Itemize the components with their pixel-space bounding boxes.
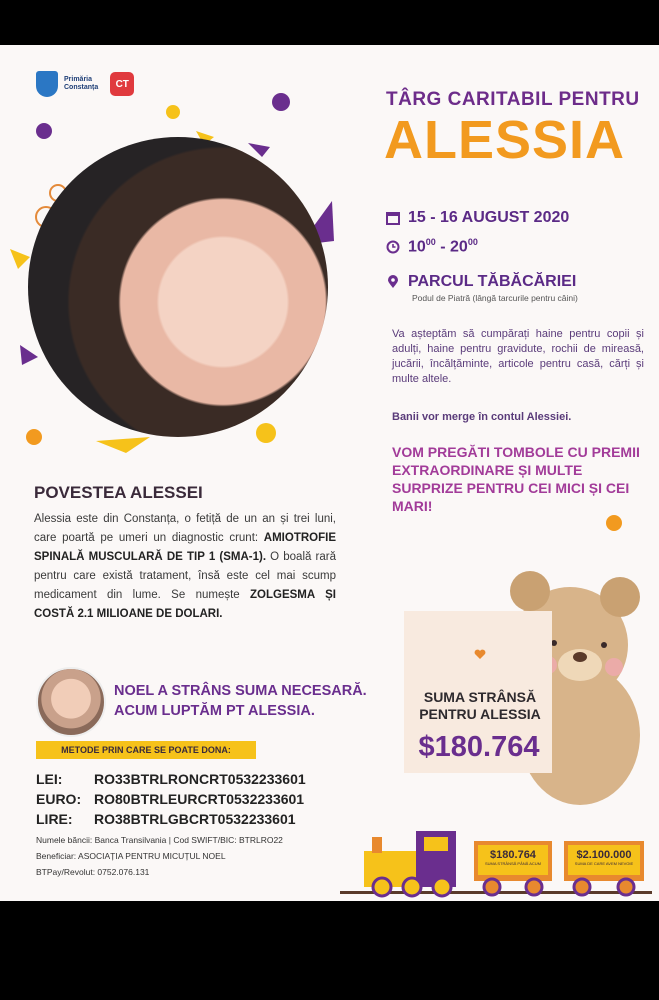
clock-icon: [386, 240, 400, 254]
noel-line1: NOEL A STRÂNS SUMA NECESARĂ.: [114, 683, 367, 699]
sum-value: $180.764: [418, 731, 540, 763]
btpay-info: BTPay/Revolut: 0752.076.131: [36, 867, 150, 877]
wagon1-value: $180.764: [490, 849, 536, 861]
story-p1: Alessia este din Constanța, o fetiță de un an și trei luni, care poartă pe umeri un diagnostic crunt:: [34, 513, 336, 544]
account-label: EURO:: [36, 791, 82, 807]
constanta-crest-icon: [36, 71, 58, 97]
time-start-sup: 00: [425, 237, 436, 247]
event-date: [386, 209, 569, 227]
story-bold1: AMIOTROFIE SPINALĂ MUSCULARĂ DE TIP 1 (SMA-1).: [34, 532, 336, 563]
donation-methods-label: METODE PRIN CARE SE POATE DONA:: [36, 741, 256, 759]
bank-info: Numele băncii: Banca Transilvania | Cod SWIFT/BIC: BTRLRO22: [36, 835, 283, 845]
story-p2: O boală rară pentru care există tratament, însă este cel mai scump medicament din lume. Se numește: [34, 551, 336, 601]
wagon1-sub: SUMA STRÂNSĂ PÂNĂ ACUM: [484, 861, 541, 866]
time-start: 10: [408, 238, 426, 256]
account-iban[interactable]: RO33BTRLRONCRT0532233601: [94, 771, 306, 787]
story-text: [34, 510, 336, 624]
location-pin-icon: [386, 275, 400, 289]
beneficiar-info: Beneficiar: ASOCIAȚIA PENTRU MICUȚUL NOEL: [36, 851, 226, 861]
noel-photo: [36, 667, 106, 737]
account-row: [36, 769, 306, 789]
account-label: LEI:: [36, 771, 63, 787]
sum-label: SUMA STRÂNSĂ PENTRU ALESSIA: [419, 689, 541, 722]
event-date-text: 15 - 16 AUGUST 2020: [408, 209, 570, 226]
wagon2-sub: SUMA DE CARE AVEM NEVOIE: [574, 861, 634, 866]
event-place: [386, 273, 576, 291]
account-iban[interactable]: RO38BTRLGBCRT0532233601: [94, 811, 296, 827]
logos: [36, 71, 134, 97]
story-title: POVESTEA ALESSEI: [34, 483, 203, 502]
noel-message: [114, 681, 367, 721]
wagon2-label: [568, 849, 640, 866]
poster: [0, 45, 659, 901]
event-place-sub: Podul de Piatră (lângă tarcurile pentru câini): [412, 293, 578, 303]
wagon1-label: [478, 849, 548, 866]
headline-line1: TÂRG CARITABIL PENTRU: [386, 89, 640, 110]
description: Va așteptăm să cumpărați haine pentru copii și adulți, haine pentru gravidute, rochii de mireasă, jucării, încălțăminte, articole pentru casă, cărți și multe altele.: [392, 328, 644, 385]
account-label: LIRE:: [36, 811, 73, 827]
wagon2-value: $2.100.000: [576, 849, 632, 861]
account-row: [36, 809, 306, 829]
tombole-text: VOM PREGĂTI TOMBOLE CU PREMII EXTRAORDINARE ȘI MULTE SURPRIZE PENTRU CEI MICI ȘI CEI MARI!: [392, 444, 640, 514]
time-end: 20: [450, 238, 468, 256]
ct-logo: CT: [110, 72, 134, 96]
primaria-logo-text: Primăria Constanța: [64, 76, 99, 91]
banii-note: Banii vor merge în contul Alessiei.: [392, 411, 572, 423]
mother-child-photo: [28, 137, 328, 437]
noel-line2: ACUM LUPTĂM PT ALESSIA.: [114, 703, 315, 719]
headline-line2: ALESSIA: [384, 110, 626, 170]
heart-icon: [474, 649, 486, 660]
account-iban[interactable]: RO80BTRLEURCRT0532233601: [94, 791, 305, 807]
event-time: $10^{00} - 20^{00}$: [386, 237, 478, 256]
event-place-text: PARCUL TĂBĂCĂRIEI: [408, 273, 577, 290]
account-row: [36, 789, 306, 809]
story-bold2: ZOLGESMA ȘI COSTĂ 2.1 MILIOANE DE DOLARI.: [34, 589, 336, 620]
accounts-list: [36, 769, 306, 829]
calendar-icon: [386, 211, 400, 225]
time-end-sup: 00: [467, 237, 478, 247]
